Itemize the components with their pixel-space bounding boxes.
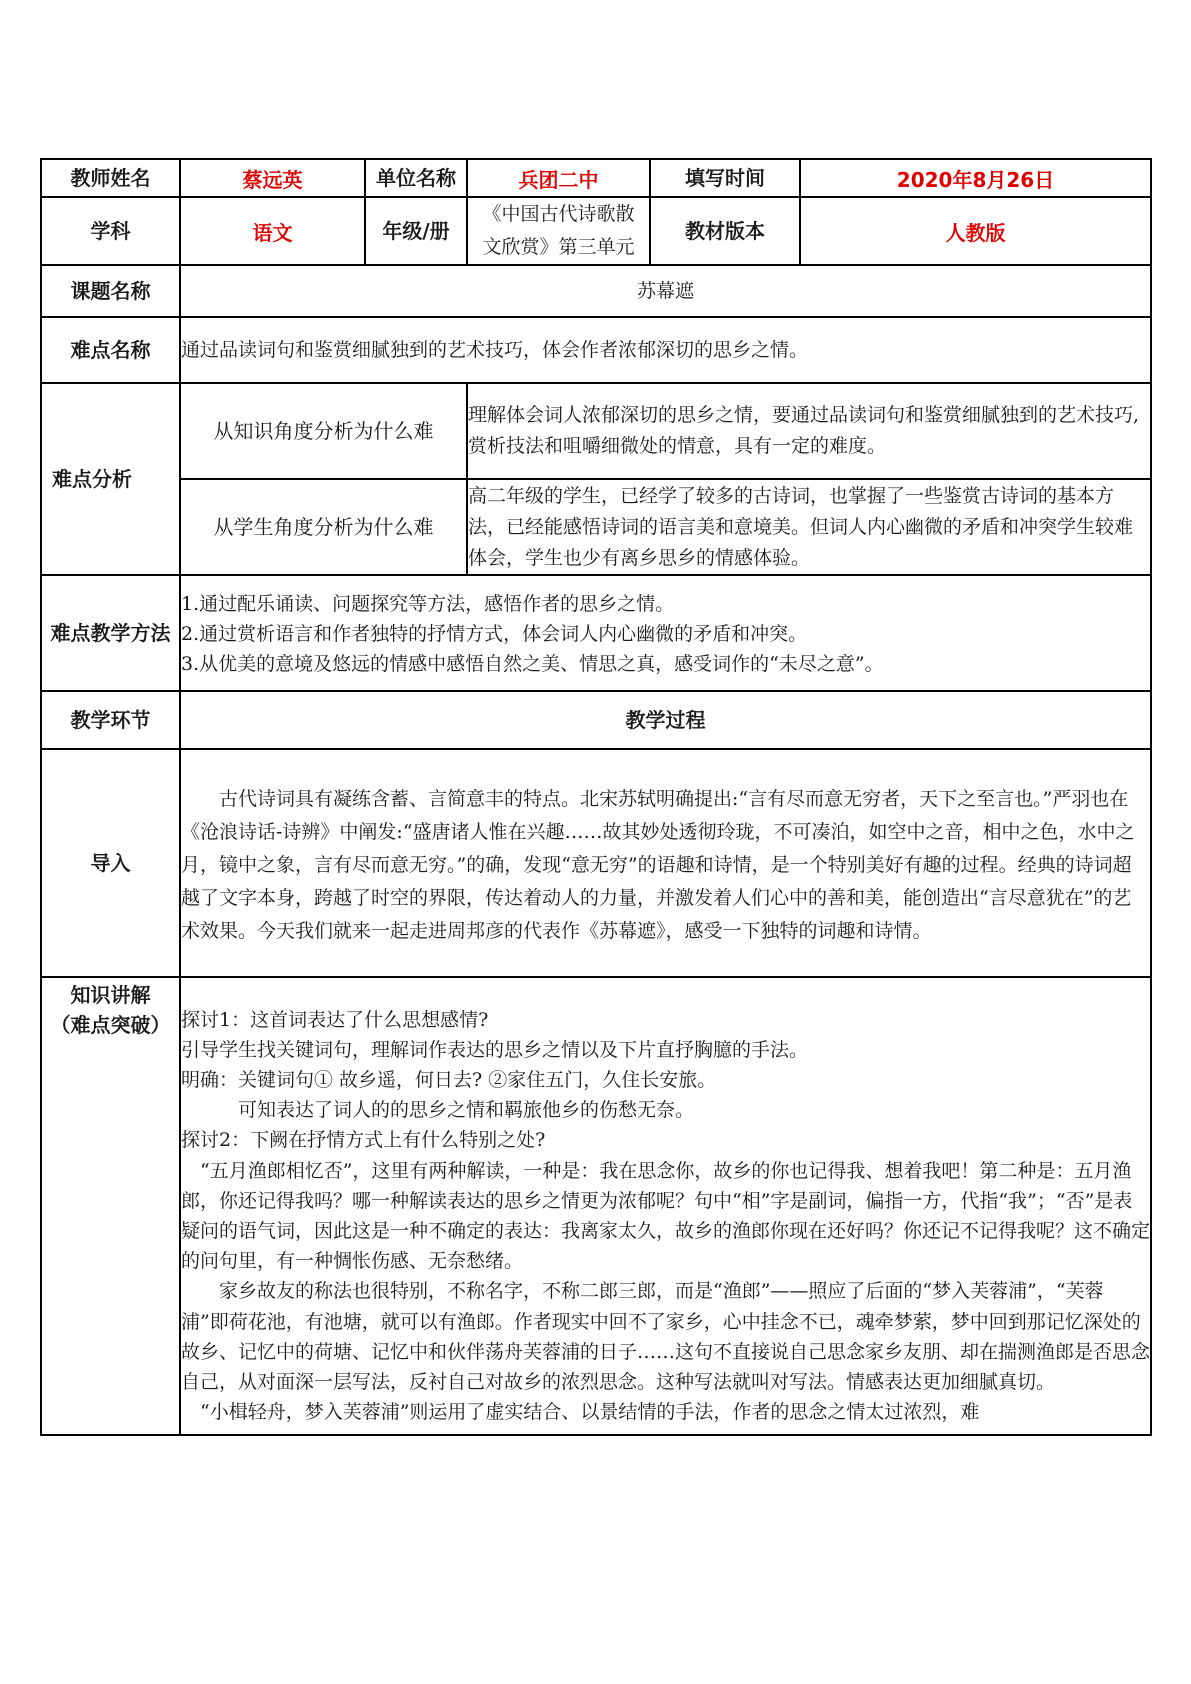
- analysis-label: 难点分析: [41, 383, 180, 575]
- subject-label: 学科: [41, 197, 180, 265]
- process-header-row: [41, 691, 1151, 749]
- knowledge-content: [180, 977, 1151, 1435]
- paragraph-2: 家乡故友的称法也很特别，不称名字，不称二郎三郎，而是“渔郎”——照应了后面的“梦入芙蓉浦”，“芙蓉浦”即荷花池，有池塘，就可以有渔郎。作者现实中回不了家乡，心中挂念不已，魂牵梦萦，梦中回到那记忆深处的故乡、记忆中的荷塘、记忆中和伙伴荡舟芙蓉浦的日子……这句不直接说自己思念家乡友朋、却在揣测渔郎是否思念自己，从对面深一层写法，反衬自己对故乡的浓烈思念。这种写法就叫对写法。情感表达更加细腻真切。: [181, 1280, 1151, 1394]
- teacher-label: 教师姓名: [41, 159, 180, 197]
- method-item: 1.通过配乐诵读、问题探究等方法，感悟作者的思乡之情。: [181, 593, 675, 615]
- method-item: 2.通过赏析语言和作者独特的抒情方式，体会词人内心幽微的矛盾和冲突。: [181, 623, 808, 645]
- date-label: 填写时间: [650, 159, 800, 197]
- unit-label: 单位名称: [365, 159, 467, 197]
- question-1-conclusion: 可知表达了词人的的思乡之情和羁旅他乡的伤愁无奈。: [238, 1099, 695, 1122]
- grade-value: 《中国古代诗歌散文欣赏》第三单元: [467, 197, 650, 265]
- subject-value: 语文: [180, 197, 365, 265]
- intro-row: [41, 749, 1151, 977]
- methods-list: [180, 575, 1151, 691]
- header-row-1: [41, 159, 1151, 197]
- header-row-2: [41, 197, 1151, 265]
- question-1: 探讨1：这首词表达了什么思想感情?: [181, 1008, 489, 1031]
- topic-label: 课题名称: [41, 265, 180, 317]
- intro-paragraph: 古代诗词具有凝练含蓄、言简意丰的特点。北宋苏轼明确提出:“言有尽而意无穷者，天下之至言也。”严羽也在《沧浪诗话-诗辨》中阐发:“盛唐诸人惟在兴趣……故其妙处透彻玲珑，不可凑泊，如空中之音，相中之色，水中之月，镜中之象，言有尽而意无穷。”的确，发现“意无穷”的语趣和诗情，是一个特别美好有趣的过程。经典的诗词超越了文字本身，跨越了时空的界限，传达着动人的力量，并激发着人们心中的善和美，能创造出“言尽意犹在”的艺术效果。今天我们就来一起走进周邦彦的代表作《苏幕遮》，感受一下独特的词趣和诗情。: [181, 787, 1135, 942]
- knowledge-row: [41, 977, 1151, 1435]
- student-angle-text: 高二年级的学生，已经学了较多的古诗词，也掌握了一些鉴赏古诗词的基本方法，已经能感悟诗词的语言美和意境美。但词人内心幽微的矛盾和冲突学生较难体会，学生也少有离乡思乡的情感体验。: [467, 479, 1151, 575]
- knowledge-label: [41, 977, 180, 1435]
- stage-header: 教学环节: [41, 691, 180, 749]
- edition-value: 人教版: [800, 197, 1151, 265]
- difficulty-row: [41, 317, 1151, 383]
- analysis-row-student: [41, 479, 1151, 575]
- method-item: 3.从优美的意境及悠远的情感中感悟自然之美、情思之真，感受词作的“未尽之意”。: [181, 653, 884, 675]
- difficulty-label: 难点名称: [41, 317, 180, 383]
- topic-row: [41, 265, 1151, 317]
- date-value: 2020年8月26日: [800, 159, 1151, 197]
- edition-label: 教材版本: [650, 197, 800, 265]
- intro-label: 导入: [41, 749, 180, 977]
- knowledge-angle-text: 理解体会词人浓郁深切的思乡之情，要通过品读词句和鉴赏细腻独到的艺术技巧,赏析技法和咀嚼细微处的情意，具有一定的难度。: [467, 383, 1151, 479]
- methods-row: [41, 575, 1151, 691]
- analysis-row-knowledge: [41, 383, 1151, 479]
- topic-value: 苏幕遮: [180, 265, 1151, 317]
- question-1-answer: 明确：关键词句① 故乡遥，何日去? ②家住五门，久住长安旅。: [181, 1068, 717, 1091]
- intro-text: [180, 749, 1151, 977]
- question-2: 探讨2：下阙在抒情方式上有什么特别之处?: [181, 1129, 546, 1152]
- difficulty-value: 通过品读词句和鉴赏细腻独到的艺术技巧，体会作者浓郁深切的思乡之情。: [180, 317, 1151, 383]
- student-angle-label: 从学生角度分析为什么难: [180, 479, 467, 575]
- methods-label: 难点教学方法: [41, 575, 180, 691]
- unit-value: 兵团二中: [467, 159, 650, 197]
- paragraph-3: “小楫轻舟，梦入芙蓉浦”则运用了虚实结合、以景结情的手法，作者的思念之情太过浓烈，难: [200, 1401, 980, 1424]
- lesson-plan-table: [40, 158, 1152, 1436]
- process-header: 教学过程: [180, 691, 1151, 749]
- knowledge-label-line1: 知识讲解: [70, 983, 151, 1007]
- grade-label: 年级/册: [365, 197, 467, 265]
- knowledge-label-line2: （难点突破）: [50, 1013, 171, 1037]
- knowledge-angle-label: 从知识角度分析为什么难: [180, 383, 467, 479]
- teacher-value: 蔡远英: [180, 159, 365, 197]
- paragraph-1: “五月渔郎相忆否”，这里有两种解读，一种是：我在思念你，故乡的你也记得我、想着我吧！第二种是：五月渔郎，你还记得我吗？哪一种解读表达的思乡之情更为浓郁呢？句中“相”字是副词，偏指一方，代指“我”；“否”是表疑问的语气词，因此这是一种不确定的表达：我离家太久，故乡的渔郎你现在还好吗？你还记不记得我呢？这不确定的问句里，有一种惆怅伤感、无奈愁绪。: [181, 1159, 1151, 1273]
- question-1-guide: 引导学生找关键词句，理解词作表达的思乡之情以及下片直抒胸臆的手法。: [181, 1038, 809, 1061]
